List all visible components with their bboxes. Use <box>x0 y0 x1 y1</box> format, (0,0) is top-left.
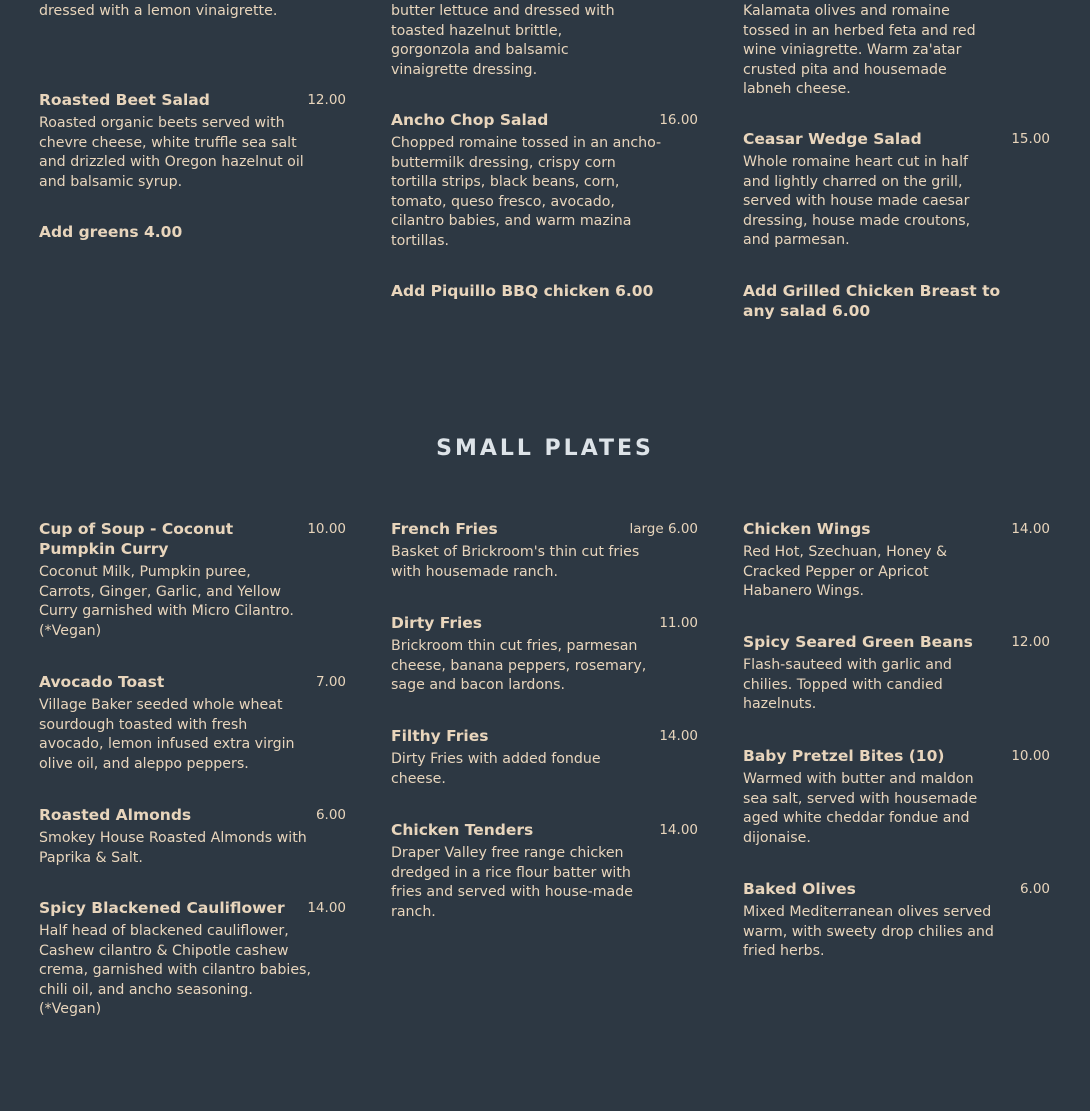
menu-item-description: Kalamata olives and romaine tossed in an herbed feta and red wine viniagrette. Warm za'atar crusted pita and housemade labneh cheese. <box>743 3 976 97</box>
menu-item-name: Avocado Toast <box>39 673 165 691</box>
menu-item <box>743 129 1050 251</box>
menu-item-description: Dirty Fries with added fondue cheese. <box>391 751 601 787</box>
menu-item-name: Baby Pretzel Bites (10) <box>743 747 945 765</box>
menu-item-price: 6.00 <box>315 807 346 823</box>
menu-item-description: Mixed Mediterranean olives served warm, with sweety drop chilies and fried herbs. <box>743 904 994 959</box>
menu-item-price: large 6.00 <box>629 521 698 537</box>
menu-item-partial <box>743 2 1050 100</box>
menu-item-price: 7.00 <box>315 674 346 690</box>
menu-item-price: 15.00 <box>1011 131 1050 147</box>
menu-item-partial <box>391 2 698 80</box>
menu-item-price: 14.00 <box>1011 521 1050 537</box>
menu-item-description: Coconut Milk, Pumpkin puree, Carrots, Ginger, Garlic, and Yellow Curry garnished with Micro Cilantro. (*Vegan) <box>39 564 294 639</box>
menu-item-description: Basket of Brickroom's thin cut fries with housemade ranch. <box>391 544 640 580</box>
menu-item-name: Baked Olives <box>743 880 856 898</box>
menu-item-price: 10.00 <box>1011 748 1050 764</box>
menu-item-price: 11.00 <box>659 615 698 631</box>
menu-item-description: Half head of blackened cauliflower, Cashew cilantro & Chipotle cashew crema, garnished with cilantro babies, chili oil, and ancho seasoning. (*Vegan) <box>39 923 311 1017</box>
menu-item <box>391 820 698 922</box>
menu-item-price: 14.00 <box>307 900 346 916</box>
menu-item-description: Flash-sauteed with garlic and chilies. Topped with candied hazelnuts. <box>743 657 952 712</box>
menu-addon: Add greens 4.00 <box>39 223 183 241</box>
menu-item-name: Ceasar Wedge Salad <box>743 130 922 148</box>
menu-item-price: 14.00 <box>659 822 698 838</box>
menu-item-price: 10.00 <box>307 521 346 537</box>
menu-item <box>391 519 698 582</box>
menu-item-name: Spicy Seared Green Beans <box>743 633 973 651</box>
menu-addon: Add Grilled Chicken Breast to any salad 6.00 <box>743 282 1001 320</box>
menu-item <box>391 110 698 251</box>
menu-item-description: Warmed with butter and maldon sea salt, served with housemade aged white cheddar fondue and dijonaise. <box>743 771 978 846</box>
menu-item <box>39 898 346 1020</box>
menu-item-price: 12.00 <box>1011 634 1050 650</box>
menu-item-name: French Fries <box>391 520 498 538</box>
menu-item <box>39 805 346 868</box>
menu-item <box>39 672 346 774</box>
menu-item <box>39 519 346 641</box>
menu-item-description: Village Baker seeded whole wheat sourdough toasted with fresh avocado, lemon infused extra virgin olive oil, and aleppo peppers. <box>39 697 295 772</box>
menu-item-description: Chopped romaine tossed in an ancho-buttermilk dressing, crispy corn tortilla strips, black beans, corn, tomato, queso fresco, avocado, cilantro babies, and warm mazina tortillas. <box>391 135 662 249</box>
menu-item-name: Ancho Chop Salad <box>391 111 549 129</box>
menu-item-name: Chicken Tenders <box>391 821 534 839</box>
menu-item-name: Roasted Almonds <box>39 806 192 824</box>
menu-item <box>743 879 1050 962</box>
menu-item-price: 6.00 <box>1019 881 1050 897</box>
menu-item-description: Red Hot, Szechuan, Honey & Cracked Pepper or Apricot Habanero Wings. <box>743 544 948 599</box>
menu-item <box>391 613 698 696</box>
menu-item-price: 16.00 <box>659 112 698 128</box>
menu-item-description: Draper Valley free range chicken dredged in a rice flour batter with fries and served with house-made ranch. <box>391 845 633 920</box>
menu-addon: Add Piquillo BBQ chicken 6.00 <box>391 282 654 300</box>
menu-item-price: 14.00 <box>659 728 698 744</box>
menu-item-description: Smokey House Roasted Almonds with Paprika & Salt. <box>39 830 307 866</box>
menu-item <box>39 90 346 192</box>
menu-item-description: butter lettuce and dressed with toasted hazelnut brittle, gorgonzola and balsamic vinaigrette dressing. <box>391 3 615 78</box>
menu-item-name: Roasted Beet Salad <box>39 91 210 109</box>
menu-item-description: Roasted organic beets served with chevre cheese, white truffle sea salt and drizzled with Oregon hazelnut oil and balsamic syrup. <box>39 115 304 190</box>
menu-item-name: Chicken Wings <box>743 520 871 538</box>
menu-item <box>743 519 1050 602</box>
menu-item <box>391 726 698 789</box>
section-title: SMALL PLATES <box>436 436 654 461</box>
menu-item-description: Whole romaine heart cut in half and lightly charred on the grill, served with house made caesar dressing, house made croutons, and parmesan. <box>743 154 971 248</box>
menu-item <box>743 746 1050 848</box>
menu-item-name: Dirty Fries <box>391 614 483 632</box>
menu-item-price: 12.00 <box>307 92 346 108</box>
menu-item <box>743 632 1050 715</box>
menu-item-partial <box>39 0 346 21</box>
menu-item-description: Brickroom thin cut fries, parmesan cheese, banana peppers, rosemary, sage and bacon lardons. <box>391 638 647 693</box>
menu-item-name: Cup of Soup - Coconut Pumpkin Curry <box>39 520 234 558</box>
menu-item-name: Spicy Blackened Cauliflower <box>39 899 285 917</box>
menu-item-name: Filthy Fries <box>391 727 489 745</box>
menu-item-description: dressed with a lemon vinaigrette. <box>39 2 278 19</box>
